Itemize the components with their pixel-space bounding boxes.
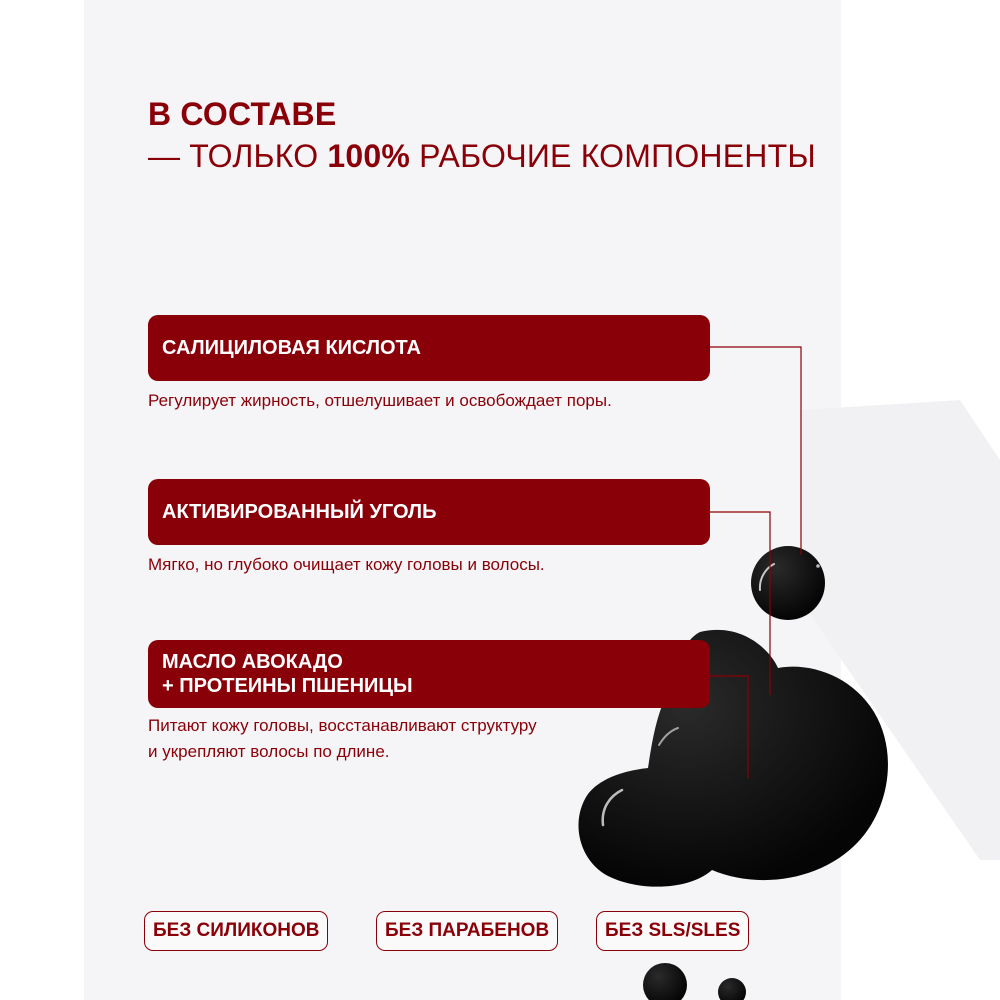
ingredient-3-description-line-2: и укрепляют волосы по длине. — [148, 742, 390, 761]
ingredient-3-title-line-2: + ПРОТЕИНЫ ПШЕНИЦЫ — [162, 675, 413, 697]
ingredient-2-title: АКТИВИРОВАННЫЙ УГОЛЬ — [162, 501, 437, 523]
ingredient-3-description — [148, 713, 537, 765]
small-droplet — [751, 546, 825, 620]
badge-no-parabens: БЕЗ ПАРАБЕНОВ — [376, 911, 558, 951]
badge-no-sls-sles: БЕЗ SLS/SLES — [596, 911, 749, 951]
ingredient-3-title-line-1: МАСЛО АВОКАДО — [162, 651, 343, 673]
ingredient-title-salicylic-acid — [148, 315, 710, 381]
title-line-1: В СОСТАВЕ — [148, 96, 337, 132]
title-suffix: РАБОЧИЕ КОМПОНЕНТЫ — [410, 138, 816, 174]
bottom-droplets — [643, 963, 746, 1000]
ingredient-1-description: Регулирует жирность, отшелушивает и освобождает поры. — [148, 391, 612, 410]
title-highlight: 100% — [327, 138, 411, 174]
title-prefix: — ТОЛЬКО — [148, 138, 328, 174]
ingredient-title-activated-charcoal — [148, 479, 710, 545]
ingredient-title-avocado-wheat — [148, 640, 710, 708]
ingredient-2-description: Мягко, но глубоко очищает кожу головы и волосы. — [148, 555, 545, 574]
ingredient-1-title: САЛИЦИЛОВАЯ КИСЛОТА — [162, 337, 421, 359]
ingredient-3-description-line-1: Питают кожу головы, восстанавливают структуру — [148, 716, 537, 735]
badge-no-silicones: БЕЗ СИЛИКОНОВ — [144, 911, 328, 951]
